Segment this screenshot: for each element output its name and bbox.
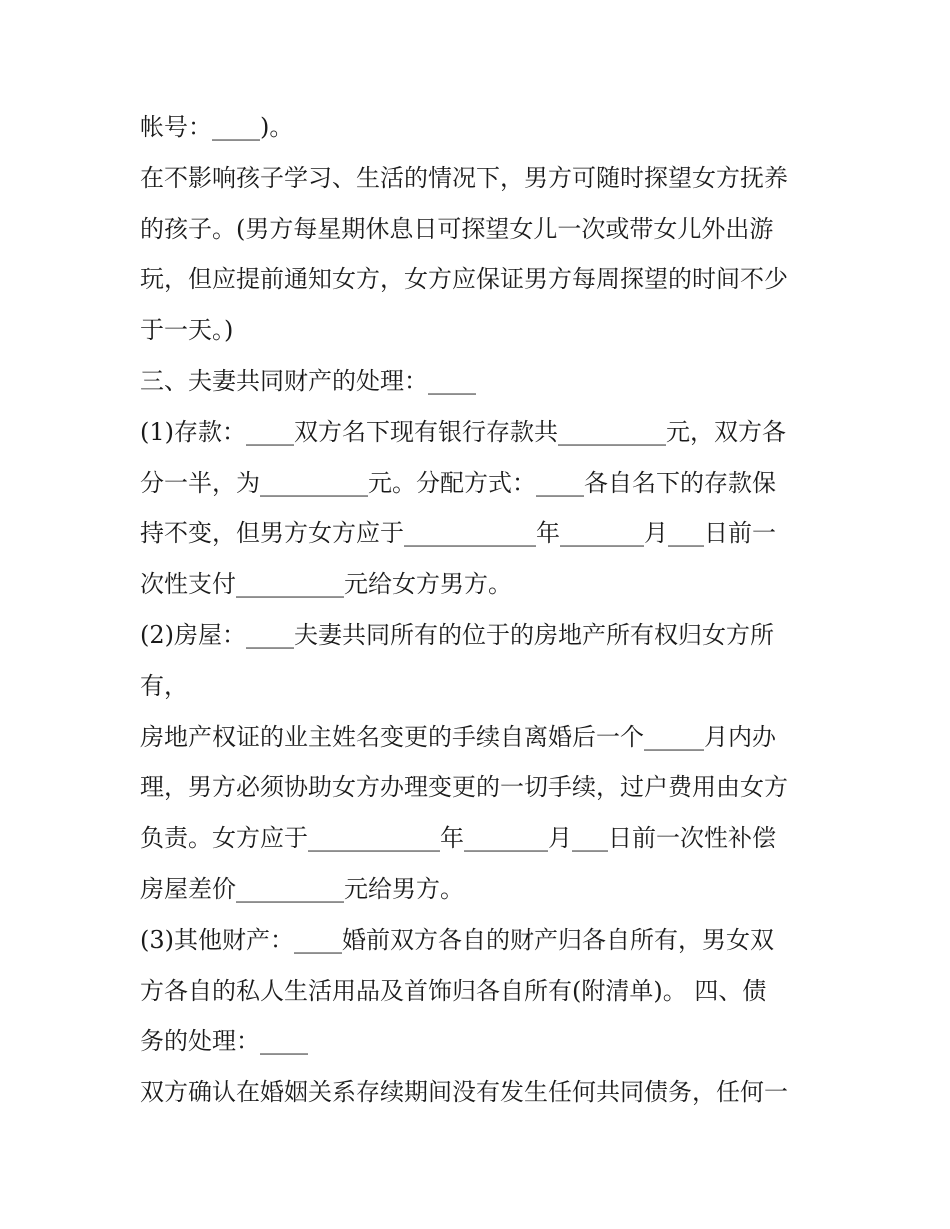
text-line: 在不影响孩子学习、生活的情况下，男方可随时探望女方抚养 [140,163,788,192]
section-heading-property: 三、夫妻共同财产的处理：____ [140,366,476,395]
text-line: 房屋差价_________元给男方。 [140,874,464,903]
text-line: 有， [140,671,188,700]
section-heading-debt: 务的处理：____ [140,1027,308,1056]
text-line: 房地产权证的业主姓名变更的手续自离婚后一个_____月内办 [140,722,776,751]
text-line: 帐号：____)。 [140,113,294,141]
text-line: (1)存款：____双方名下现有银行存款共_________元，双方各 [140,417,786,446]
text-line: 的孩子。(男方每星期休息日可探望女儿一次或带女儿外出游 [140,214,774,243]
text-line: 持不变，但男方女方应于___________年_______月___日前一 [140,519,776,548]
text-line: (3)其他财产：____婚前双方各自的财产归各自所有，男女双 [140,925,774,954]
text-line: 次性支付_________元给女方男方。 [140,570,512,599]
text-line: 双方确认在婚姻关系存续期间没有发生任何共同债务，任何一 [140,1078,788,1107]
text-line: 方各自的私人生活用品及首饰归各自所有(附清单)。 四、债 [140,976,767,1005]
text-line: 分一半，为_________元。分配方式：____各自名下的存款保 [140,468,776,497]
text-line: 玩，但应提前通知女方，女方应保证男方每周探望的时间不少 [140,265,788,294]
text-line: 于一天。) [140,316,234,345]
document-body [140,102,820,1118]
text-line: 负责。女方应于___________年_______月___日前一次性补偿 [140,824,776,853]
text-line: (2)房屋：____夫妻共同所有的位于的房地产所有权归女方所 [140,620,774,649]
text-line: 理，男方必须协助女方办理变更的一切手续，过户费用由女方 [140,773,788,802]
